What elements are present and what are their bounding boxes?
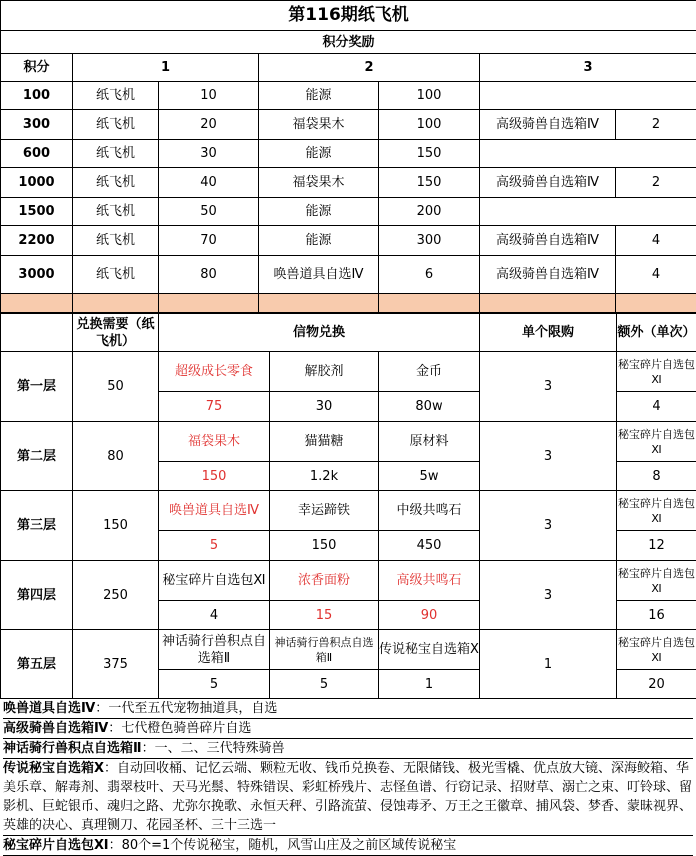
reward-item: 纸飞机 [73, 82, 159, 110]
note-text: 七代橙色骑兽碎片自选 [121, 721, 251, 736]
header-col-2: 2 [259, 54, 480, 82]
reward-count: 40 [159, 168, 259, 198]
tier-item: 神话骑行兽积点自选箱Ⅱ [159, 630, 270, 670]
header-points: 积分 [1, 54, 73, 82]
reward-row [1, 198, 696, 226]
tier-cost: 375 [73, 630, 159, 699]
tier-cost: 50 [73, 352, 159, 422]
tier-item: 解胶剂 [270, 352, 379, 392]
tier-count: 5 [270, 670, 379, 699]
note-key: 神话骑行兽积点自选箱Ⅱ [3, 741, 142, 756]
note-key: 秘宝碎片自选包Ⅺ [3, 838, 109, 853]
note-text: 一、二、三代特殊骑兽 [155, 741, 285, 756]
divider-row [1, 294, 696, 313]
reward-points: 600 [1, 140, 73, 168]
tier-count: 450 [379, 531, 480, 561]
reward-count: 2 [616, 168, 696, 198]
reward-item: 纸飞机 [73, 110, 159, 140]
tier-extra-item: 秘宝碎片自选包Ⅺ [617, 352, 696, 392]
tier-name: 第一层 [1, 352, 73, 422]
reward-item: 纸飞机 [73, 256, 159, 294]
tier-count: 5 [159, 670, 270, 699]
reward-points: 1500 [1, 198, 73, 226]
tier-row [1, 630, 696, 670]
note-item: 唤兽道具自选Ⅳ：一代至五代宠物抽道具，自选 [3, 699, 693, 719]
rewards-section-title: 积分奖励 [1, 31, 696, 54]
rewards-table [0, 0, 696, 313]
reward-count: 50 [159, 198, 259, 226]
tier-item: 唤兽道具自选Ⅳ [159, 491, 270, 531]
reward-count: 200 [379, 198, 480, 226]
tier-row [1, 561, 696, 601]
reward-item: 高级骑兽自选箱Ⅳ [480, 226, 616, 256]
tier-count: 1 [379, 670, 480, 699]
reward-item: 唤兽道具自选Ⅳ [259, 256, 379, 294]
reward-row [1, 256, 696, 294]
note-item: 传说秘宝自选箱Ⅹ：自动回收桶、记忆云端、颗粒无收、钱币兑换卷、无限储钱、极光雪橇、优点放大镜、深海鲛箱、华美乐章、解毒剂、翡翠枝叶、天马光鬃、特殊错误、彩虹桥残片、志怪鱼谱、行窃记录、招财草、溺亡之束、叮铃球、留影机、巨蛇银币、魂归之路、尤弥尔挽歌、永恒天秤、引路流萤、侵蚀毒矛、万王之王徽章、捕风袋、梦香、蒙昧视界、英雄的决心、真理铡刀、花园圣杯、三十三选一 [3, 759, 693, 836]
tier-extra-item: 秘宝碎片自选包Ⅺ [617, 422, 696, 462]
reward-count: 2 [616, 110, 696, 140]
reward-count: 80 [159, 256, 259, 294]
note-key: 传说秘宝自选箱Ⅹ [3, 761, 104, 776]
page-title: 第116期纸飞机 [1, 1, 696, 31]
reward-count: 10 [159, 82, 259, 110]
tier-extra-count: 8 [617, 462, 696, 491]
reward-row [1, 226, 696, 256]
tier-count: 1.2k [270, 462, 379, 491]
reward-item: 纸飞机 [73, 168, 159, 198]
reward-row [1, 82, 696, 110]
tier-count: 90 [379, 601, 480, 630]
note-key: 唤兽道具自选Ⅳ [3, 701, 95, 716]
reward-row [1, 110, 696, 140]
reward-count: 150 [379, 168, 480, 198]
note-item: 秘宝碎片自选包Ⅺ：80个=1个传说秘宝，随机，风雪山庄及之前区域传说秘宝 [3, 836, 693, 856]
tier-cost: 80 [73, 422, 159, 491]
reward-count: 30 [159, 140, 259, 168]
reward-item: 福袋果木 [259, 168, 379, 198]
header-items: 信物兑换 [159, 314, 480, 352]
tier-extra-item: 秘宝碎片自选包Ⅺ [617, 561, 696, 601]
header-col-1: 1 [73, 54, 259, 82]
notes-section [0, 699, 696, 856]
tier-count: 150 [270, 531, 379, 561]
reward-empty [480, 198, 696, 226]
tier-item: 浓香面粉 [270, 561, 379, 601]
tier-extra-item: 秘宝碎片自选包Ⅺ [617, 491, 696, 531]
reward-count: 70 [159, 226, 259, 256]
reward-points: 1000 [1, 168, 73, 198]
reward-count: 4 [616, 256, 696, 294]
reward-item: 能源 [259, 82, 379, 110]
reward-item: 纸飞机 [73, 198, 159, 226]
reward-count: 6 [379, 256, 480, 294]
reward-item: 纸飞机 [73, 140, 159, 168]
reward-empty [480, 82, 696, 110]
tier-row [1, 352, 696, 392]
reward-row [1, 168, 696, 198]
reward-count: 100 [379, 82, 480, 110]
note-item: 高级骑兽自选箱Ⅳ：七代橙色骑兽碎片自选 [3, 719, 693, 739]
tier-cost: 250 [73, 561, 159, 630]
reward-item: 高级骑兽自选箱Ⅳ [480, 168, 616, 198]
note-key: 高级骑兽自选箱Ⅳ [3, 721, 108, 736]
reward-item: 高级骑兽自选箱Ⅳ [480, 256, 616, 294]
tier-item: 秘宝碎片自选包Ⅺ [159, 561, 270, 601]
tier-name: 第五层 [1, 630, 73, 699]
note-text: 一代至五代宠物抽道具，自选 [108, 701, 277, 716]
reward-count: 20 [159, 110, 259, 140]
reward-points: 100 [1, 82, 73, 110]
reward-row [1, 140, 696, 168]
tier-count: 15 [270, 601, 379, 630]
tier-count: 150 [159, 462, 270, 491]
tier-count: 80w [379, 392, 480, 422]
reward-item: 纸飞机 [73, 226, 159, 256]
tier-limit: 1 [480, 630, 617, 699]
tier-item: 中级共鸣石 [379, 491, 480, 531]
tier-limit: 3 [480, 352, 617, 422]
tier-row [1, 491, 696, 531]
tier-cost: 150 [73, 491, 159, 561]
tier-item: 神话骑行兽积点自选箱Ⅱ [270, 630, 379, 670]
tier-item: 幸运蹄铁 [270, 491, 379, 531]
reward-points: 2200 [1, 226, 73, 256]
tier-name: 第二层 [1, 422, 73, 491]
tier-item: 超级成长零食 [159, 352, 270, 392]
reward-count: 4 [616, 226, 696, 256]
exchange-corner [1, 314, 73, 352]
tier-name: 第四层 [1, 561, 73, 630]
reward-points: 300 [1, 110, 73, 140]
reward-points: 3000 [1, 256, 73, 294]
reward-empty [480, 140, 696, 168]
header-limit: 单个限购 [480, 314, 617, 352]
tier-item: 金币 [379, 352, 480, 392]
tier-count: 30 [270, 392, 379, 422]
reward-count: 300 [379, 226, 480, 256]
tier-count: 5w [379, 462, 480, 491]
tier-count: 5 [159, 531, 270, 561]
tier-row [1, 422, 696, 462]
tier-item: 福袋果木 [159, 422, 270, 462]
tier-item: 猫猫糖 [270, 422, 379, 462]
header-col-3: 3 [480, 54, 696, 82]
reward-item: 能源 [259, 140, 379, 168]
tier-item: 传说秘宝自选箱Ⅹ [379, 630, 480, 670]
reward-item: 能源 [259, 226, 379, 256]
reward-item: 福袋果木 [259, 110, 379, 140]
tier-extra-count: 4 [617, 392, 696, 422]
tier-limit: 3 [480, 422, 617, 491]
reward-item: 能源 [259, 198, 379, 226]
tier-extra-count: 16 [617, 601, 696, 630]
reward-count: 100 [379, 110, 480, 140]
note-text: 80个=1个传说秘宝，随机，风雪山庄及之前区域传说秘宝 [122, 838, 457, 853]
tier-count: 4 [159, 601, 270, 630]
tier-extra-item: 秘宝碎片自选包Ⅺ [617, 630, 696, 670]
tier-limit: 3 [480, 491, 617, 561]
tier-extra-count: 12 [617, 531, 696, 561]
tier-item: 原材料 [379, 422, 480, 462]
tier-limit: 3 [480, 561, 617, 630]
reward-count: 150 [379, 140, 480, 168]
header-extra: 额外（单次） [617, 314, 696, 352]
reward-item: 高级骑兽自选箱Ⅳ [480, 110, 616, 140]
tier-extra-count: 20 [617, 670, 696, 699]
exchange-table [0, 313, 696, 699]
tier-name: 第三层 [1, 491, 73, 561]
note-item: 神话骑行兽积点自选箱Ⅱ：一、二、三代特殊骑兽 [3, 739, 693, 759]
header-cost: 兑换需要（纸飞机） [73, 314, 159, 352]
note-text: 自动回收桶、记忆云端、颗粒无收、钱币兑换卷、无限储钱、极光雪橇、优点放大镜、深海鲛箱、华美乐章、解毒剂、翡翠枝叶、天马光鬃、特殊错误、彩虹桥残片、志怪鱼谱、行窃记录、招财草、溺亡之束、叮铃球、留影机、巨蛇银币、魂归之路、尤弥尔挽歌、永恒天秤、引路流萤、侵蚀毒矛、万王之王徽章、捕风袋、梦香、蒙昧视界、英雄的决心、真理铡刀、花园圣杯、三十三选一 [3, 761, 692, 833]
tier-count: 75 [159, 392, 270, 422]
tier-item: 高级共鸣石 [379, 561, 480, 601]
